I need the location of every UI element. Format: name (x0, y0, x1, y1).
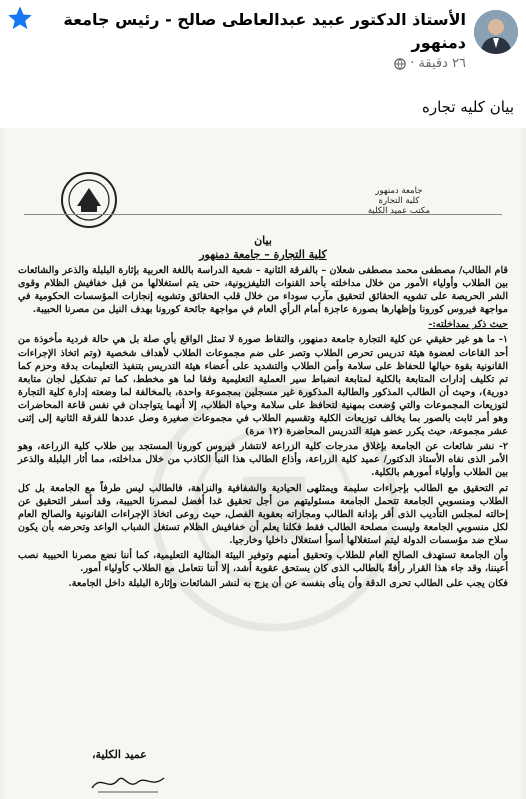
statement-body (18, 264, 508, 592)
post-caption: بيان كليه تجاره (421, 98, 514, 116)
post-header (0, 0, 526, 90)
star-icon[interactable] (6, 4, 34, 32)
college-line: مكتب عميد الكلية (367, 206, 430, 216)
statement-title: بيان (254, 234, 272, 247)
statement-paragraph: ١- ما هو غير حقيقي عن كلية التجارة جامعة دمنهور، والتقاط صورة لا تمثل الواقع بأي صلة بل هي حالة فردية مأخوذة من أحد القاعات لعضوة هيئة تدريس تحرص الطلاب وتصر على ضم مجموعات الطلاب لأهداف شخصية (وتم اتخاذ الإجراءات القانونية بقوة حيالها للحفاظ على سلامة وأمن الطلاب والتشديد على أعضاء هيئة التدريس بتنفيذ التعليمات بدقة وحزم كما تم تكليف إدارات المتابعة بالكلية لمتابعة انضباط سير العملية التعليمية وفقا لما هو مخطط، كما تم تشكيل لجان متابعة دورية)، وحيث أن الطالب المذكور والطالبة المذكورة غير مسجلين بمجموعة واحدة، بالمخالفة لما وضعته إدارة كلية التجارة لتوزيعات المجموعات والتي وُضعت بمهنية لتحافظ على سلامة وحياة الطلاب، إلا أنهما يتواجدان في نفس قاعة المحاضرات وهو أمر ثابت بالصور بما يخالف توزيعات الكلية وتقسيم الطلاب في مجموعات صغيرة وصل عددها للفرقة الثانية إلى إثنى عشر مجموعة، حيث يكرر عضو هيئة التدريس المحاضرة (١٢ مرة) (18, 334, 508, 438)
college-header (368, 186, 430, 216)
statement-document (4, 128, 522, 799)
statement-paragraph: قام الطالب/ مصطفى محمد مصطفى شعلان – بالفرقة الثانية – شعبة الدراسة باللغة العربية بإثارة البلبلة والذعر والشائعات بين الطلاب وأولياء الأمور من خلال مداخلته بأحد القنوات التليفزيونية، حتى يتم استغلالها من قبل خفافيش الظلام وقوى الشر الحريصة على تشويه الحقائق لتحقيق مآرب سوداء من خلال قلب الحقائق وتشويه إنجازات المؤسسات الحكومية في مواجهة فيروس كورونا وإظهارها بصورة عاجزة أمام الرأي العام في مواجهة جائحة كورونا بهدف النيل من مصرنا الحبيبة. (18, 265, 508, 316)
statement-paragraph: تم التحقيق مع الطالب بإجراءات سليمة ويمثلهى الحيادية والشفافية والنزاهة، فالطالب ليس طرفاً مع الجامعة بل كل الطلاب ومنسوبي الجامعة تتحمل الجامعة مسئوليتهم من أجل تحقيق غدا أفضل لمصرنا الحبيبة، وقد أسفر التحقيق عن إحالته لمجلس التأديب الذى أقر بإدانة الطالب ومجازاته بعقوبة الفصل، حيث روعى اتخاذ الإجراءات القانونية والصالح العام لكل منسوبي الجامعة وليست مصلحة الطالب فقط فكلنا يعلم أن خفافيش الظلام تستغل الشباب الواعد وتحرضه بأن يكون سلاح ضد مؤسسات الدولة ليتم استغلالها أسوأ استغلال داخليا وخارجيا. (18, 482, 508, 546)
dean-signature-title: عميد الكلية، (92, 748, 147, 761)
post-meta: ٢٦ دقيقة · (394, 56, 466, 71)
post-author-name[interactable]: الأستاذ الدكتور عبيد عبدالعاطى صالح - رئيس جامعة دمنهور (63, 10, 466, 52)
handwritten-signature (88, 768, 168, 796)
avatar[interactable] (474, 10, 518, 54)
post-time[interactable]: ٢٦ دقيقة (418, 56, 466, 71)
statement-paragraph: فكان يجب على الطالب تحرى الدقة وأن ينأى بنفسه عن أن يزج به لنشر الشائعات وإثارة البلبلة داخل الجامعة. (68, 578, 508, 590)
globe-icon (394, 58, 406, 70)
statement-paragraph: حيث ذكر بمداخلته:- (428, 319, 508, 331)
post-photo[interactable] (0, 128, 526, 799)
university-seal-icon (59, 170, 119, 230)
college-line: كلية التجارة (378, 196, 420, 206)
statement-paragraph: وأن الجامعة تستهدف الصالح العام للطلاب وتحقيق أمنهم وتوفير البيئة المثالية التعليمية، كما أننا نضع مصرنا الحبيبة نصب أعيننا، وقد جاء هذا القرار رأفةً بالطالب الذى كان يستحق عقوبة أشد، إلا أننا نتعامل مع الطلاب كأولياء أمور. (18, 549, 508, 575)
statement-paragraph: ٢- نشر شائعات عن الجامعة بإغلاق مدرجات كلية الزراعة لانتشار فيروس كورونا المستجد بين طلاب كلية الزراعة، وهو الأمر الذى نفاه الأستاذ الدكتور/ عميد كلية الزراعة، وأذاع الطالب هذا النبأ الكاذب من خلال مداخلته، مما أثار البلبلة والذعر بين الطلاب وأولياء أمورهم بالكلية. (18, 441, 508, 479)
header-divider (24, 214, 502, 215)
statement-subtitle: كلية التجارة – جامعة دمنهور (199, 248, 327, 261)
college-line: جامعة دمنهور (375, 186, 423, 196)
